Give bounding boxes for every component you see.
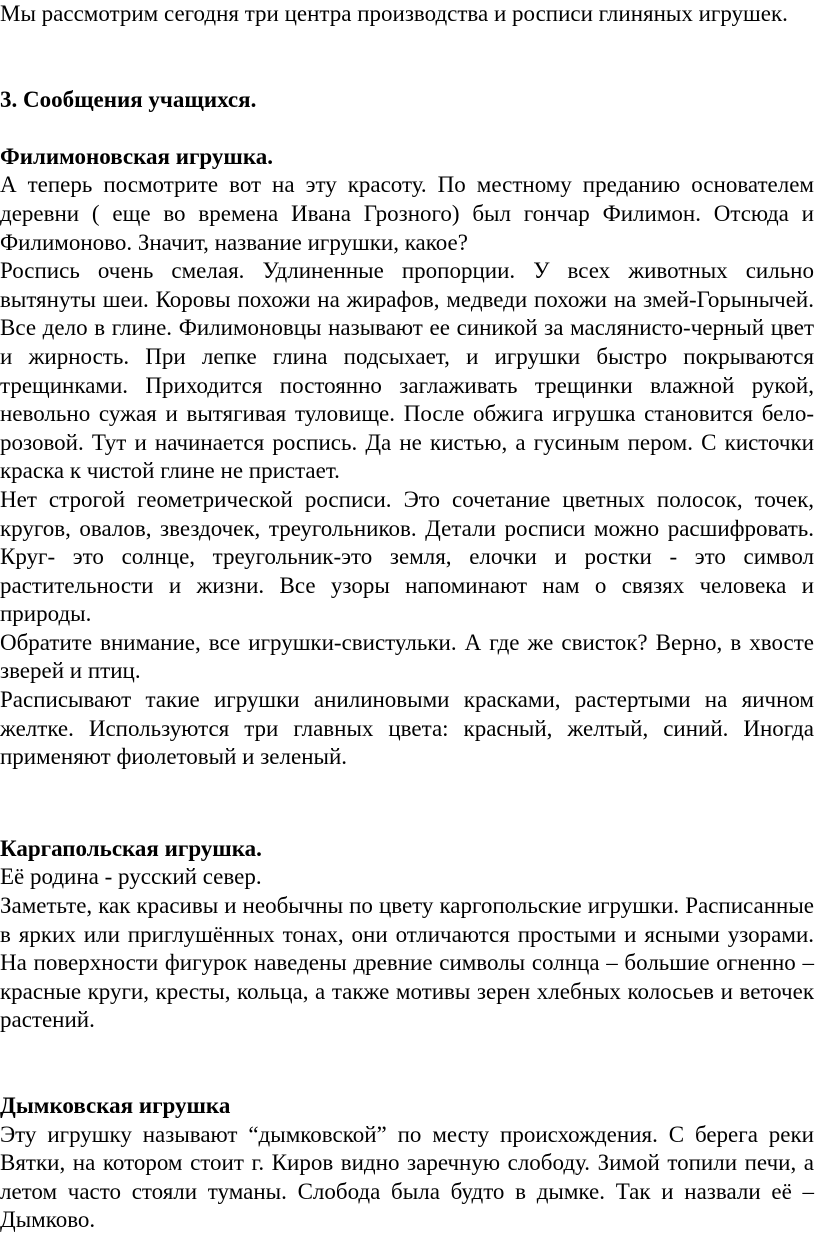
kargopol-paragraph-2: Заметьте, как красивы и необычны по цвету каргопольские игрушки. Расписанные в ярких или приглушённых тонах, они отличаются простыми и ясными узорами. На поверхности фигурок наведены древние символы солнца – большие огненно – красные круги, кресты, кольца, а также мотивы зерен хлебных колосьев и веточек растений.	[0, 893, 814, 1033]
filimonovo-heading: Филимоновская игрушка.	[0, 143, 273, 169]
filimonovo-paragraph-3: Нет строгой геометрической росписи. Это сочетание цветных полосок, точек, кругов, овалов, звездочек, треугольников. Детали росписи можно расшифровать. Круг- это солнце, треугольник-это земля, елочки и ростки - это символ растительности и жизни. Все узоры напоминают нам о связях человека и природы.	[0, 486, 814, 627]
filimonovo-paragraph-4: Обратите внимание, все игрушки-свистульки. А где же свисток? Верно, в хвосте зверей и птиц.	[0, 629, 814, 684]
filimonovo-paragraph-5: Расписывают такие игрушки анилиновыми красками, растертыми на яичном желтке. Используются три главных цвета: красный, желтый, синий. Иногда применяют фиолетовый и зеленый.	[0, 687, 814, 770]
kargopol-heading: Каргапольская игрушка.	[0, 835, 262, 861]
section-heading: 3. Сообщения учащихся.	[0, 86, 257, 112]
spacer	[0, 114, 814, 143]
spacer	[0, 1035, 814, 1092]
filimonovo-paragraph-2: Роспись очень смелая. Удлиненные пропорции. У всех животных сильно вытянуты шеи. Коровы похожи на жирафов, медведи похожи на змей-Горынычей. Все дело в глине. Филимоновцы называют ее синикой за маслянисто-черный цвет и жирность. При лепке глина подсыхает, и игрушки быстро покрываются трещинками. Приходится постоянно заглаживать трещинки влажной рукой, невольно сужая и вытягивая туловище. После обжига игрушка становится бело-розовой. Тут и начинается роспись. Да не кистью, а гусиным пером. С кисточки краска к чистой глине не пристает.	[0, 258, 814, 484]
spacer	[0, 29, 814, 86]
dymkovo-heading: Дымковская игрушка	[0, 1093, 231, 1118]
intro-paragraph: Мы рассмотрим сегодня три центра производства и росписи глиняных игрушек.	[0, 1, 788, 26]
spacer	[0, 772, 814, 835]
dymkovo-paragraph-1: Эту игрушку называют “дымковской” по месту происхождения. С берега реки Вятки, на котором стоит г. Киров видно заречную слободу. Зимой топили печи, а летом часто стояли туманы. Слобода была будто в дымке. Так и назвали её – Дымково.	[0, 1121, 814, 1233]
filimonovo-paragraph-1: А теперь посмотрите вот на эту красоту. По местному преданию основателем деревни ( еще во времена Ивана Грозного) был гончар Филимон. Отсюда и Филимоново. Значит, название игрушки, какое?	[0, 172, 814, 255]
kargopol-paragraph-1: Её родина - русский север.	[0, 864, 262, 890]
